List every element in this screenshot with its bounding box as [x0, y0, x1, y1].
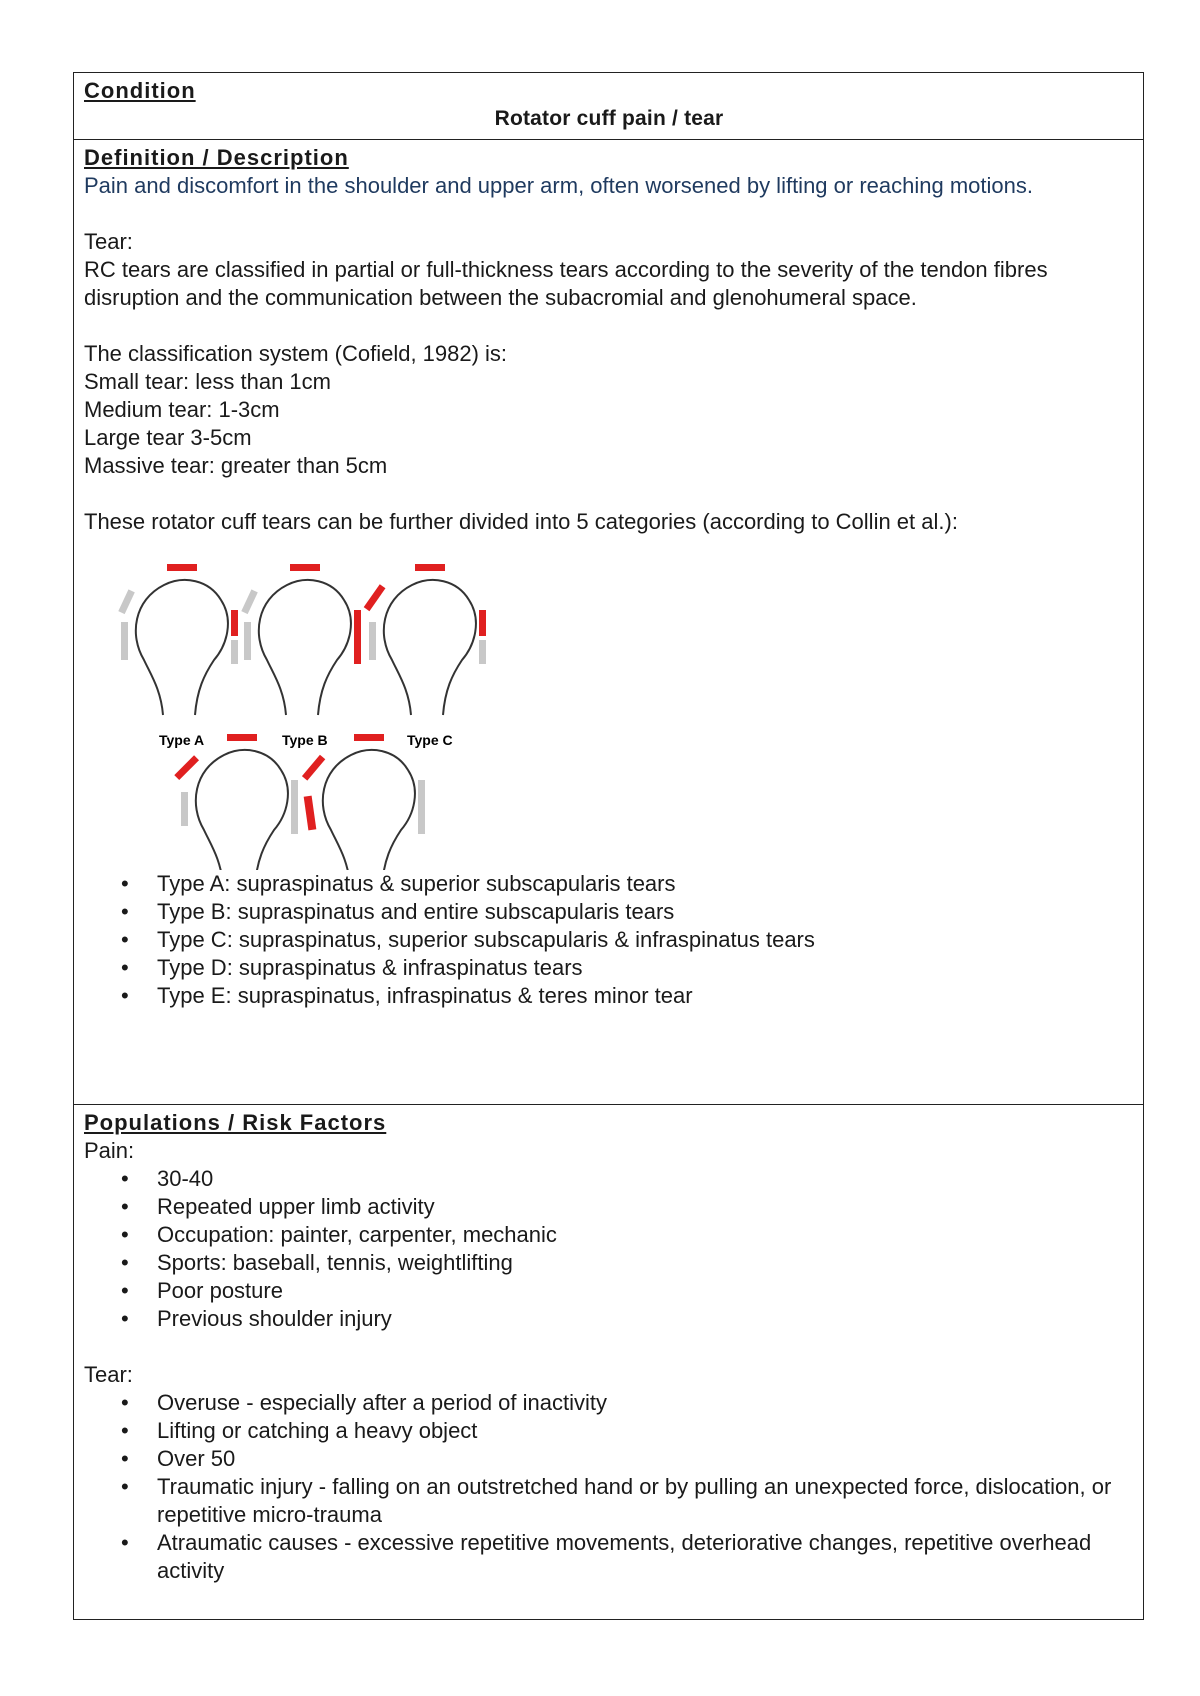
- list-item: • Type D: supraspinatus & infraspinatus tears: [157, 954, 1134, 982]
- infraspinatus-intact-mark: [241, 589, 257, 614]
- type-b-figure: [241, 564, 361, 748]
- teres-minor-torn-mark: [304, 796, 317, 831]
- subscapularis-torn-mark: [479, 610, 486, 636]
- subscapularis-torn-mark: [354, 610, 361, 664]
- list-item: • Over 50: [157, 1445, 1134, 1473]
- infraspinatus-torn-mark: [174, 755, 199, 780]
- supraspinatus-torn-mark: [415, 564, 445, 571]
- condition-cell: [74, 73, 1144, 140]
- classification-item: Large tear 3-5cm: [84, 425, 252, 450]
- type-a-figure: [118, 564, 238, 748]
- list-item: • Lifting or catching a heavy object: [157, 1417, 1134, 1445]
- list-item: • Atraumatic causes - excessive repetitive movements, deteriorative changes, repetitive overhead activity: [157, 1529, 1134, 1585]
- subscapularis-intact-mark: [479, 640, 486, 664]
- list-item: • Overuse - especially after a period of inactivity: [157, 1389, 1134, 1417]
- supraspinatus-torn-mark: [167, 564, 197, 571]
- tear-risk-list: [84, 1389, 1134, 1585]
- infraspinatus-intact-mark: [118, 589, 134, 614]
- list-item: • Occupation: painter, carpenter, mechanic: [157, 1221, 1134, 1249]
- pain-list: [84, 1165, 1134, 1333]
- infraspinatus-torn-mark: [364, 584, 386, 611]
- populations-cell: [74, 1105, 1144, 1620]
- definition-tear-text: RC tears are classified in partial or full-thickness tears according to the severity of the tendon fibres disruption and the communication between the subacromial and glenohumeral space.: [84, 257, 1048, 310]
- definition-cell: [74, 140, 1144, 1105]
- classification-item: Small tear: less than 1cm: [84, 369, 331, 394]
- teres-minor-intact-mark: [244, 622, 251, 660]
- subscapularis-intact-mark: [231, 640, 238, 664]
- list-item: • Traumatic injury - falling on an outstretched hand or by pulling an unexpected force, dislocation, or repetitive micro-trauma: [157, 1473, 1134, 1529]
- list-item: • Previous shoulder injury: [157, 1305, 1134, 1333]
- classification-intro: The classification system (Cofield, 1982) is:: [84, 341, 508, 366]
- subscapularis-torn-mark: [231, 610, 238, 636]
- classification-item: Massive tear: greater than 5cm: [84, 453, 388, 478]
- type-a-label: Type A: [159, 732, 205, 748]
- teres-minor-intact-mark: [369, 622, 376, 660]
- definition-intro: Pain and discomfort in the shoulder and upper arm, often worsened by lifting or reaching motions.: [84, 173, 1033, 198]
- populations-heading: Populations / Risk Factors: [84, 1110, 387, 1135]
- infraspinatus-torn-mark: [302, 755, 325, 781]
- list-item: • Type A: supraspinatus & superior subscapularis tears: [157, 870, 1134, 898]
- list-item: • 30-40: [157, 1165, 1134, 1193]
- subscapularis-intact-mark: [291, 780, 298, 834]
- list-item: • Sports: baseball, tennis, weightlifting: [157, 1249, 1134, 1277]
- list-item: • Type B: supraspinatus and entire subscapularis tears: [157, 898, 1134, 926]
- condition-heading: Condition: [84, 78, 196, 103]
- classification-list: [84, 368, 1134, 480]
- subscapularis-intact-mark: [418, 780, 425, 834]
- tear-label: Tear:: [84, 1362, 133, 1387]
- teres-minor-intact-mark: [181, 792, 188, 826]
- definition-heading: Definition / Description: [84, 145, 349, 170]
- type-e-figure: [302, 734, 425, 870]
- classification-item: Medium tear: 1-3cm: [84, 397, 280, 422]
- tear-types-diagram: [104, 540, 524, 870]
- supraspinatus-torn-mark: [227, 734, 257, 741]
- type-c-label: Type C: [407, 732, 453, 748]
- tear-types-list: [84, 870, 1134, 1010]
- type-b-label: Type B: [282, 732, 328, 748]
- definition-tear-label: Tear:: [84, 229, 133, 254]
- supraspinatus-torn-mark: [354, 734, 384, 741]
- condition-title: Rotator cuff pain / tear: [494, 107, 724, 130]
- condition-table: [73, 72, 1144, 1620]
- list-item: • Repeated upper limb activity: [157, 1193, 1134, 1221]
- supraspinatus-torn-mark: [290, 564, 320, 571]
- list-item: • Type E: supraspinatus, infraspinatus & teres minor tear: [157, 982, 1134, 1010]
- teres-minor-intact-mark: [121, 622, 128, 660]
- pain-label: Pain:: [84, 1138, 135, 1163]
- list-item: • Type C: supraspinatus, superior subscapularis & infraspinatus tears: [157, 926, 1134, 954]
- type-d-figure: [174, 734, 298, 870]
- type-c-figure: [364, 564, 486, 748]
- list-item: • Poor posture: [157, 1277, 1134, 1305]
- categories-intro: These rotator cuff tears can be further divided into 5 categories (according to Collin et al.):: [84, 509, 958, 534]
